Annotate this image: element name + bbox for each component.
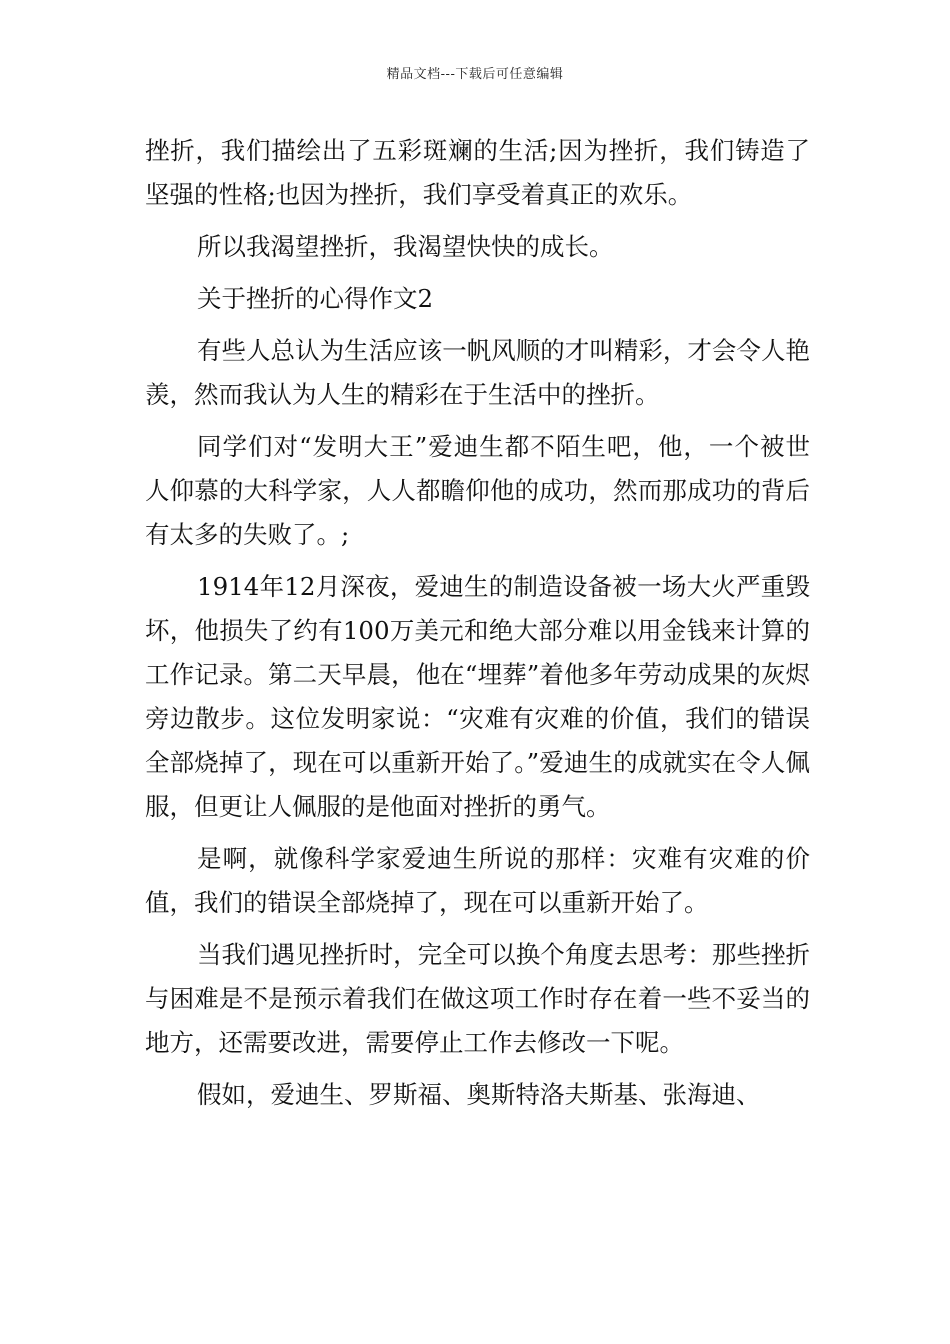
paragraph: 当我们遇见挫折时，完全可以换个角度去思考：那些挫折与困难是不是预示着我们在做这项工作时存在着一些不妥当的地方，还需要改进，需要停止工作去修改一下呢。: [145, 940, 810, 1057]
paragraph: 有些人总认为生活应该一帆风顺的才叫精彩，才会令人艳羡，然而我认为人生的精彩在于生活中的挫折。: [145, 336, 810, 409]
paragraph: 是啊，就像科学家爱迪生所说的那样：灾难有灾难的价值，我们的错误全部烧掉了，现在可以重新开始了。: [145, 844, 810, 917]
document-body: [145, 129, 810, 1125]
page-header: 精品文档---下载后可任意编辑: [386, 67, 564, 82]
paragraph: 1914年12月深夜，爱迪生的制造设备被一场大火严重毁坏，他损失了约有100万美元和绝大部分难以用金钱来计算的工作记录。第二天早晨，他在“埋葬”着他多年劳动成果的灰烬旁边散步。这位发明家说：“灾难有灾难的价值，我们的错误全部烧掉了，现在可以重新开始了。”爱迪生的成就实在令人佩服，但更让人佩服的是他面对挫折的勇气。: [145, 572, 810, 821]
section-title: 关于挫折的心得作文2: [197, 284, 434, 313]
paragraph: 假如，爱迪生、罗斯福、奥斯特洛夫斯基、张海迪、: [197, 1080, 761, 1109]
paragraph: 所以我渴望挫折，我渴望快快的成长。: [197, 232, 614, 261]
paragraph: 挫折，我们描绘出了五彩斑斓的生活;因为挫折，我们铸造了坚强的性格;也因为挫折，我们享受着真正的欢乐。: [145, 136, 810, 209]
paragraph: 同学们对“发明大王”爱迪生都不陌生吧，他，一个被世人仰慕的大科学家，人人都瞻仰他的成功，然而那成功的背后有太多的失败了。;: [145, 432, 810, 549]
